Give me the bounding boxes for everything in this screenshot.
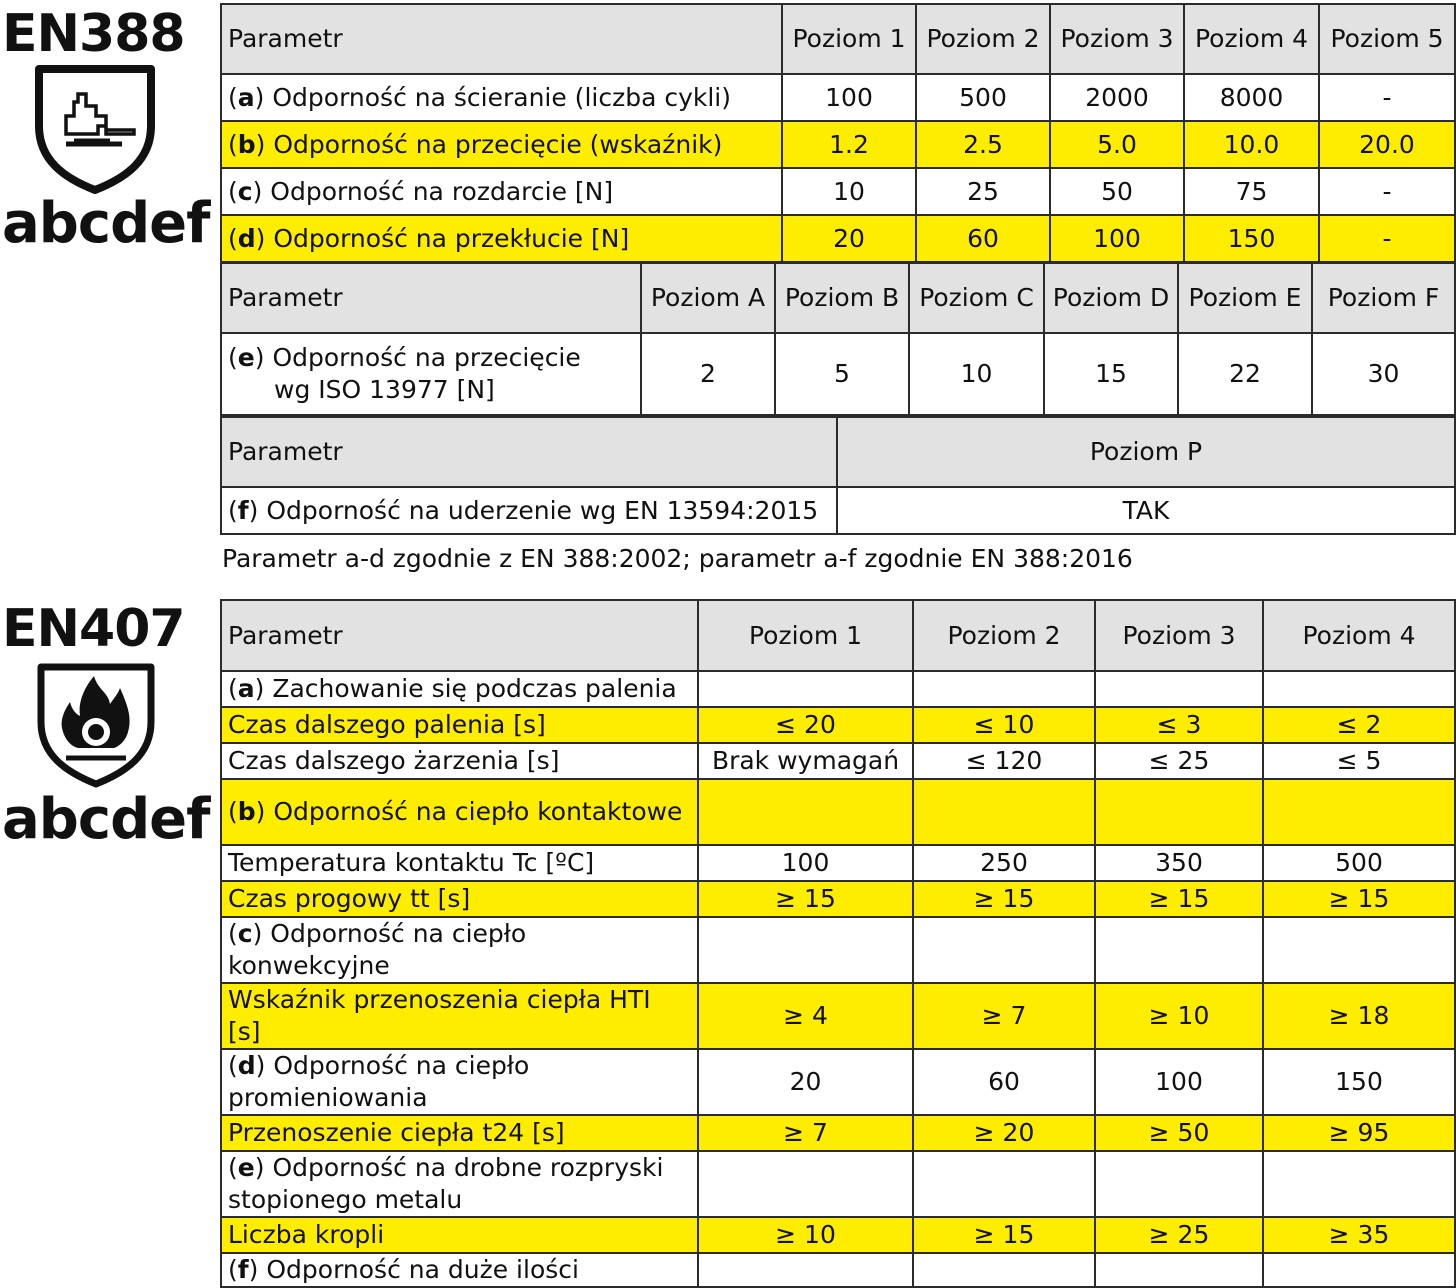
header-cell: Poziom 4 [1263,600,1455,671]
parameter-label: Czas dalszego palenia [s] [221,707,698,743]
parameter-cell: (a) Odporność na ścieranie (liczba cykli) [221,74,782,121]
value-cell [1095,779,1263,845]
value-cell: 75 [1184,168,1319,215]
value-cell: 2000 [1050,74,1184,121]
value-cell: 25 [916,168,1050,215]
value-cell [1095,917,1263,983]
table-row [221,74,1455,121]
parameter-label: Wskaźnik przenoszenia ciepła HTI [s] [221,983,698,1049]
value-cell: ≥ 15 [1095,881,1263,917]
value-cell: 100 [698,845,913,881]
table-row [221,1049,1455,1115]
value-cell: - [1319,215,1455,262]
value-cell: 10 [909,333,1044,415]
header-cell: Parametr [221,600,698,671]
value-cell: ≥ 15 [913,881,1095,917]
table-row [221,845,1455,881]
table-row [221,881,1455,917]
parameter-letter: e [237,343,255,372]
value-cell [1095,671,1263,707]
table-row [221,917,1455,983]
en388-table-level-p [220,416,1456,535]
table-header-row [221,600,1455,671]
table-row [221,671,1455,707]
value-cell: TAK [837,487,1455,534]
table-row [221,333,1455,415]
value-cell: ≥ 4 [698,983,913,1049]
header-cell: Poziom 1 [698,600,913,671]
value-cell [1263,1253,1455,1287]
table-header-row [221,263,1455,333]
header-cell: Poziom D [1044,263,1178,333]
table-row [221,743,1455,779]
value-cell [913,917,1095,983]
value-cell: 500 [916,74,1050,121]
header-cell: Poziom 3 [1095,600,1263,671]
value-cell: - [1319,74,1455,121]
parameter-label: Temperatura kontaktu Tc [ºC] [221,845,698,881]
parameter-letter: f [237,1255,249,1284]
header-cell: Poziom 2 [916,4,1050,74]
value-cell: 350 [1095,845,1263,881]
en388-table-levels-a-f [220,262,1456,416]
value-cell: 150 [1263,1049,1455,1115]
value-cell: ≥ 10 [1095,983,1263,1049]
parameter-label: Zachowanie się podczas palenia [264,674,677,703]
value-cell: 1.2 [782,121,916,168]
table-row [221,168,1455,215]
parameter-cell: (d) Odporność na ciepło promieniowania [221,1049,698,1115]
value-cell: ≥ 35 [1263,1217,1455,1253]
parameter-cell: (b) Odporność na przecięcie (wskaźnik) [221,121,782,168]
parameter-label: Odporność na przecięcie (wskaźnik) [265,129,723,159]
glove-on-cutting-blade-shield-icon [34,64,156,194]
table-row [221,121,1455,168]
parameter-letter: f [237,495,249,525]
parameter-label: Odporność na ciepło kontaktowe [265,797,683,826]
header-cell: Poziom B [775,263,909,333]
parameter-letter: d [237,223,256,253]
en407-table [220,599,1456,1288]
value-cell: 20 [698,1049,913,1115]
parameter-label-line2: wg ISO 13977 [N] [274,375,495,404]
value-cell [913,1253,1095,1287]
parameter-label: Czas dalszego żarzenia [s] [221,743,698,779]
value-cell: ≤ 120 [913,743,1095,779]
parameter-label: Odporność na przekłucie [N] [265,223,630,253]
parameter-cell: (d) Odporność na przekłucie [N] [221,215,782,262]
parameter-letter: a [237,82,255,112]
value-cell: ≥ 18 [1263,983,1455,1049]
value-cell: 20.0 [1319,121,1455,168]
value-cell: ≥ 15 [698,881,913,917]
value-cell [913,779,1095,845]
table-row [221,1115,1455,1151]
parameter-label: Przenoszenie ciepła t24 [s] [221,1115,698,1151]
en388-table-levels-1-5 [220,3,1456,263]
table-row [221,215,1455,262]
value-cell [698,917,913,983]
en407-title: EN407 [2,599,185,659]
table-row [221,1253,1455,1287]
parameter-label: Odporność na przecięcie [264,343,581,372]
value-cell [698,1151,913,1217]
value-cell: - [1319,168,1455,215]
value-cell: ≥ 7 [913,983,1095,1049]
value-cell [698,1253,913,1287]
value-cell: 8000 [1184,74,1319,121]
parameter-cell: (b) Odporność na ciepło kontaktowe [221,779,698,845]
value-cell: 60 [916,215,1050,262]
parameter-cell: (c) Odporność na rozdarcie [N] [221,168,782,215]
header-cell: Parametr [221,417,837,487]
flame-shield-icon [36,662,156,788]
value-cell: 250 [913,845,1095,881]
parameter-label: Odporność na ciepło promieniowania [228,1051,530,1112]
value-cell: 100 [1095,1049,1263,1115]
value-cell: 500 [1263,845,1455,881]
value-cell [1263,917,1455,983]
parameter-cell: (e) Odporność na drobne rozpryski stopionego metalu [221,1151,698,1217]
value-cell: ≥ 10 [698,1217,913,1253]
table-row [221,487,1455,534]
value-cell: ≤ 10 [913,707,1095,743]
value-cell: 5.0 [1050,121,1184,168]
value-cell [1263,1151,1455,1217]
value-cell: 10.0 [1184,121,1319,168]
parameter-cell: (a) Zachowanie się podczas palenia [221,671,698,707]
value-cell: 20 [782,215,916,262]
value-cell: ≥ 20 [913,1115,1095,1151]
parameter-letter: d [237,1051,256,1080]
value-cell: 50 [1050,168,1184,215]
value-cell [698,779,913,845]
table-row [221,707,1455,743]
parameter-cell: (f) Odporność na duże ilości [221,1253,698,1287]
table-row [221,779,1455,845]
table-row [221,1151,1455,1217]
value-cell: 100 [782,74,916,121]
parameter-label: Odporność na duże ilości [258,1255,579,1284]
parameter-letter: b [237,797,256,826]
en407-code: abcdef [2,787,210,852]
header-cell: Parametr [221,263,641,333]
value-cell: ≥ 95 [1263,1115,1455,1151]
table-row [221,983,1455,1049]
value-cell: ≤ 2 [1263,707,1455,743]
value-cell: 150 [1184,215,1319,262]
parameter-label: Odporność na drobne rozpryski stopionego metalu [228,1153,664,1214]
value-cell: 30 [1312,333,1455,415]
value-cell: ≥ 15 [1263,881,1455,917]
en388-footnote: Parametr a-d zgodnie z EN 388:2002; parametr a-f zgodnie EN 388:2016 [222,544,1133,573]
header-cell: Poziom A [641,263,775,333]
parameter-letter: e [237,1153,255,1182]
parameter-label: Liczba kropli [221,1217,698,1253]
parameter-label: Odporność na ścieranie (liczba cykli) [264,82,731,112]
table-header-row [221,417,1455,487]
parameter-cell: (e) Odporność na przecięcie wg ISO 13977 [N] [221,333,641,415]
header-cell: Poziom F [1312,263,1455,333]
parameter-letter: c [237,176,253,206]
header-cell: Poziom C [909,263,1044,333]
value-cell [698,671,913,707]
value-cell [913,1151,1095,1217]
header-cell: Poziom 5 [1319,4,1455,74]
value-cell: ≥ 15 [913,1217,1095,1253]
header-cell: Poziom 2 [913,600,1095,671]
header-cell: Parametr [221,4,782,74]
value-cell: 5 [775,333,909,415]
value-cell: 100 [1050,215,1184,262]
header-cell: Poziom P [837,417,1455,487]
value-cell: ≥ 25 [1095,1217,1263,1253]
value-cell: ≥ 7 [698,1115,913,1151]
parameter-letter: c [237,919,253,948]
parameter-letter: a [237,674,255,703]
en388-code: abcdef [2,191,210,256]
value-cell: 60 [913,1049,1095,1115]
en388-title: EN388 [2,4,185,64]
value-cell: ≤ 5 [1263,743,1455,779]
value-cell: ≤ 25 [1095,743,1263,779]
value-cell: Brak wymagań [698,743,913,779]
parameter-letter: b [237,129,256,159]
value-cell [913,671,1095,707]
parameter-cell: (f) Odporność na uderzenie wg EN 13594:2015 [221,487,837,534]
value-cell: ≤ 20 [698,707,913,743]
value-cell [1263,779,1455,845]
value-cell [1263,671,1455,707]
value-cell: ≥ 50 [1095,1115,1263,1151]
value-cell [1095,1151,1263,1217]
parameter-label: Czas progowy tt [s] [221,881,698,917]
value-cell: 10 [782,168,916,215]
table-header-row [221,4,1455,74]
parameter-label: Odporność na uderzenie wg EN 13594:2015 [258,495,819,525]
value-cell: ≤ 3 [1095,707,1263,743]
parameter-label: Odporność na rozdarcie [N] [262,176,614,206]
parameter-label: Odporność na ciepło konwekcyjne [228,919,527,980]
header-cell: Poziom 4 [1184,4,1319,74]
value-cell: 2.5 [916,121,1050,168]
header-cell: Poziom 3 [1050,4,1184,74]
value-cell [1095,1253,1263,1287]
value-cell: 22 [1178,333,1312,415]
value-cell: 2 [641,333,775,415]
value-cell: 15 [1044,333,1178,415]
parameter-cell: (c) Odporność na ciepło konwekcyjne [221,917,698,983]
header-cell: Poziom 1 [782,4,916,74]
table-row [221,1217,1455,1253]
header-cell: Poziom E [1178,263,1312,333]
